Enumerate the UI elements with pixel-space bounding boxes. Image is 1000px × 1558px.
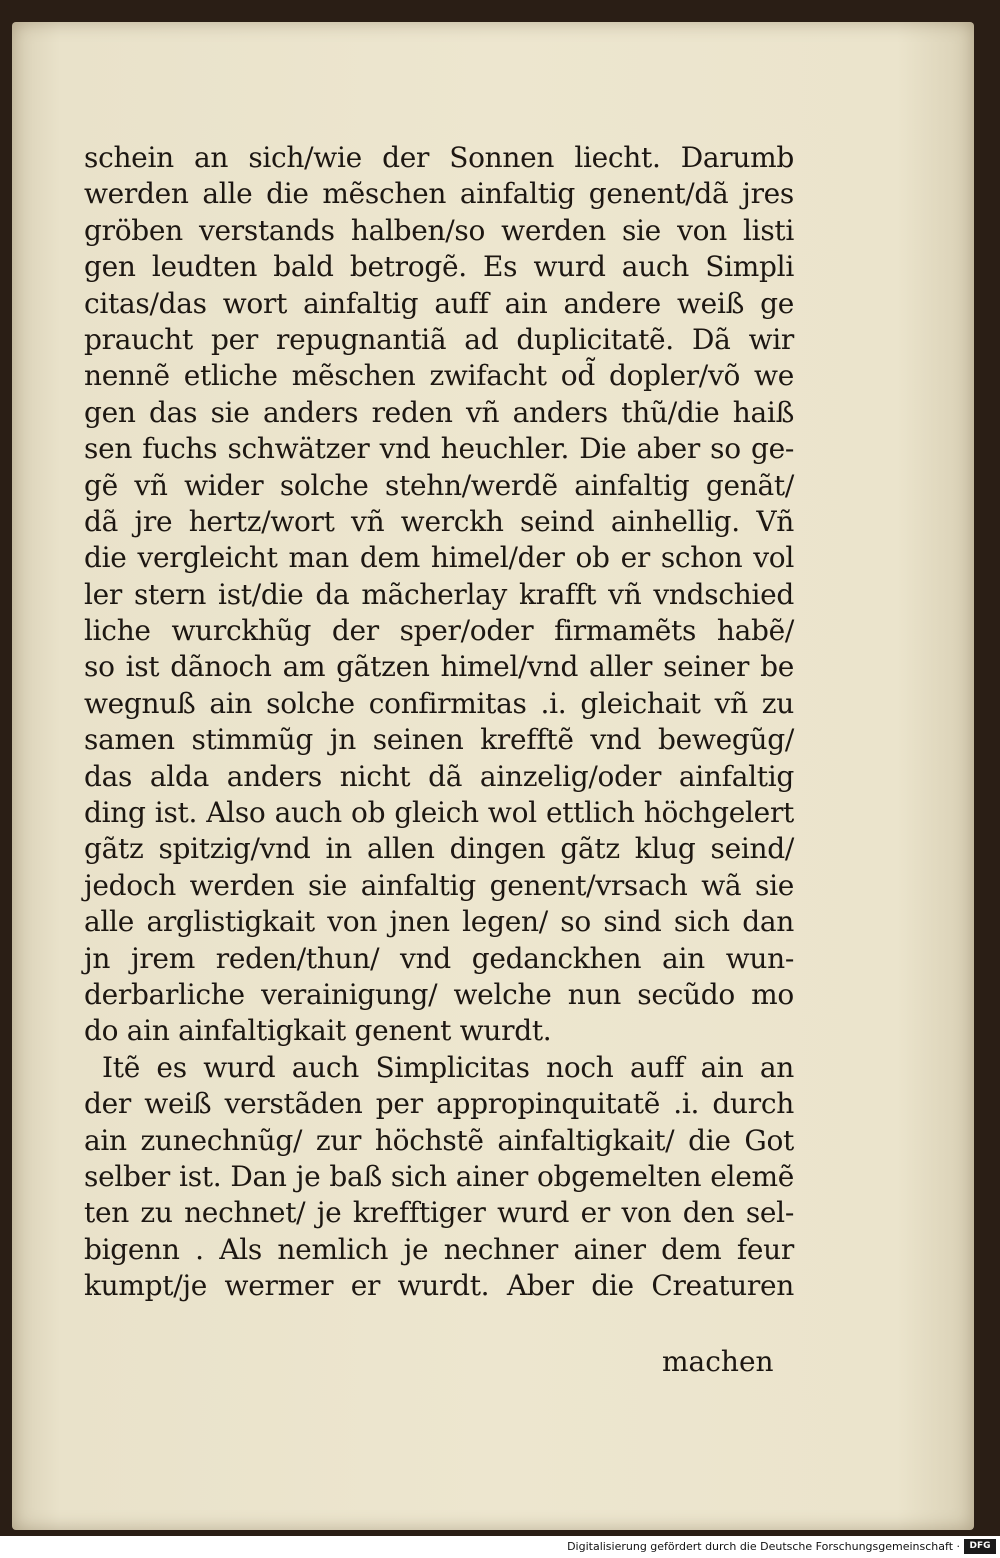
- text-line: do ain ainfaltigkait genent wurdt.: [84, 1014, 552, 1048]
- text-line: werden alle die mẽschen ainfaltig genent/dã jres: [84, 177, 794, 211]
- catchword: machen: [662, 1345, 774, 1378]
- text-line: liche wurckhũg der sper/oder firmamẽts habẽ/: [84, 614, 794, 648]
- text-line: ten zu nechnet/ je krefftiger wurd er von den sel‑: [84, 1196, 794, 1230]
- text-line: gen leudten bald betrogẽ. Es wurd auch Simpli: [84, 250, 794, 284]
- funding-note: Digitalisierung gefördert durch die Deutsche Forschungsgemeinschaft ·: [567, 1540, 960, 1553]
- text-line: bigenn . Als nemlich je nechner ainer dem feur: [84, 1232, 794, 1266]
- text-line: ding ist. Also auch ob gleich wol ettlich höchgelert: [84, 796, 794, 830]
- text-line: gãtz spitzig/vnd in allen dingen gãtz klug seind/: [84, 832, 794, 866]
- text-line: die vergleicht man dem himel/der ob er schon vol: [84, 541, 794, 575]
- text-line: schein an sich/wie der Sonnen liecht. Darumb: [84, 141, 794, 174]
- text-line: Itẽ es wurd auch Simplicitas noch auff ain an: [102, 1050, 794, 1084]
- text-line: sen fuchs schwätzer vnd heuchler. Die aber so ge‑: [84, 432, 794, 466]
- text-line: ler stern ist/die da mãcherlay krafft vñ vndschied: [84, 577, 794, 611]
- text-line: praucht per repugnantiã ad duplicitatẽ. Dã wir: [84, 322, 794, 356]
- text-line: nennẽ etliche mẽschen zwifacht od̃ dopler/võ we: [84, 359, 794, 393]
- text-line: citas/das wort ainfaltig auff ain andere weiß ge: [84, 286, 794, 320]
- text-line: wegnuß ain solche confirmitas .i. gleichait vñ zu: [84, 686, 794, 720]
- text-line: samen stimmũg jn seinen krefftẽ vnd bewegũg/: [84, 723, 794, 757]
- dfg-logo: DFG: [964, 1539, 996, 1554]
- text-line: alle arglistigkait von jnen legen/ so sind sich dan: [84, 905, 794, 939]
- footer-bar: [0, 1536, 1000, 1558]
- text-line: der weiß verstãden per appropinquitatẽ .i. durch: [84, 1087, 794, 1121]
- text-line: das alda anders nicht dã ainzelig/oder ainfaltig: [84, 759, 794, 793]
- text-line: derbarliche verainigung/ welche nun secũdo mo: [84, 977, 794, 1011]
- text-line: jn jrem reden/thun/ vnd gedanckhen ain wun‑: [84, 941, 794, 975]
- text-line: jedoch werden sie ainfaltig genent/vrsach wã sie: [84, 868, 794, 902]
- text-line: gröben verstands halben/so werden sie von listi: [84, 213, 794, 247]
- text-line: gen das sie anders reden vñ anders thũ/die haiß: [84, 395, 794, 429]
- book-page: [12, 22, 974, 1530]
- text-line: kumpt/je wermer er wurdt. Aber die Creaturen: [84, 1269, 794, 1303]
- body-text: [84, 140, 794, 1305]
- text-line: gẽ vñ wider solche stehn/werdẽ ainfaltig genãt/: [84, 468, 794, 502]
- text-line: dã jre hertz/wort vñ werckh seind ainhellig. Vñ: [84, 504, 794, 538]
- text-line: so ist dãnoch am gãtzen himel/vnd aller seiner be: [84, 650, 794, 684]
- text-line: ain zunechnũg/ zur höchstẽ ainfaltigkait/ die Got: [84, 1123, 794, 1157]
- text-line: selber ist. Dan je baß sich ainer obgemelten elemẽ: [84, 1159, 794, 1193]
